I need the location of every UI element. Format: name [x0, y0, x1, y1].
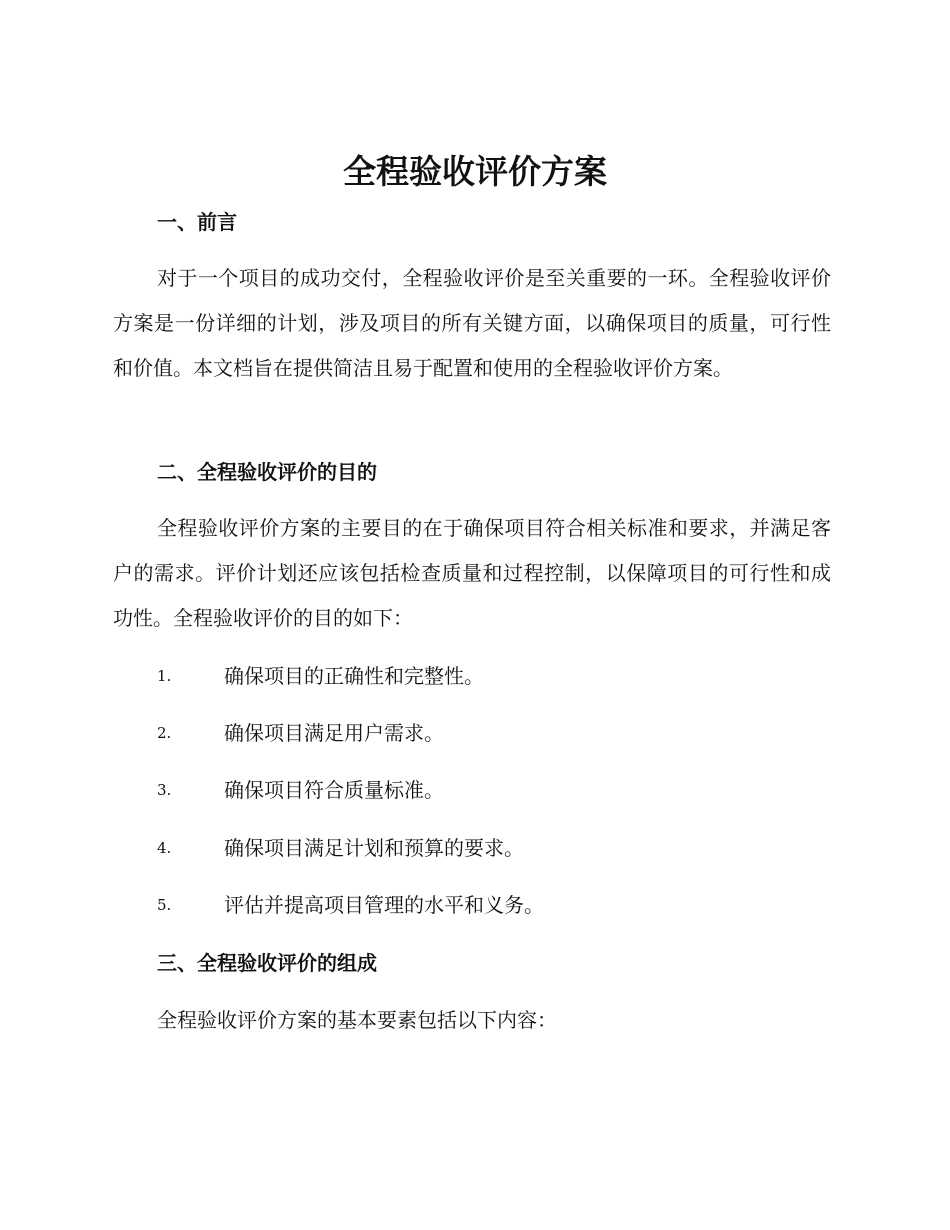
section-heading-purpose: 二、全程验收评价的目的	[157, 460, 377, 484]
section-heading-preface: 一、前言	[157, 210, 237, 234]
section-paragraph-purpose: 全程验收评价方案的主要目的在于确保项目符合相关标准和要求，并满足客户的需求。评价计划还应该包括检查质量和过程控制，以保障项目的可行性和成功性。全程验收评价的目的如下：	[113, 516, 831, 630]
list-text: 确保项目符合质量标准。	[224, 778, 444, 802]
list-number: 3.	[157, 781, 172, 799]
section-paragraph-composition: 全程验收评价方案的基本要素包括以下内容：	[157, 1008, 557, 1032]
section-heading-composition: 三、全程验收评价的组成	[157, 951, 377, 975]
list-text: 确保项目满足计划和预算的要求。	[224, 836, 524, 860]
list-number: 1.	[157, 667, 172, 685]
list-text: 确保项目满足用户需求。	[224, 721, 444, 745]
list-number: 4.	[157, 839, 172, 857]
document-title: 全程验收评价方案	[343, 152, 607, 191]
list-text: 确保项目的正确性和完整性。	[224, 664, 484, 688]
list-number: 5.	[157, 896, 172, 914]
list-text: 评估并提高项目管理的水平和义务。	[224, 893, 544, 917]
section-paragraph-preface: 对于一个项目的成功交付，全程验收评价是至关重要的一环。全程验收评价方案是一份详细的计划，涉及项目的所有关键方面，以确保项目的质量，可行性和价值。本文档旨在提供简洁且易于配置和使用的全程验收评价方案。	[113, 266, 831, 380]
list-number: 2.	[157, 724, 172, 742]
